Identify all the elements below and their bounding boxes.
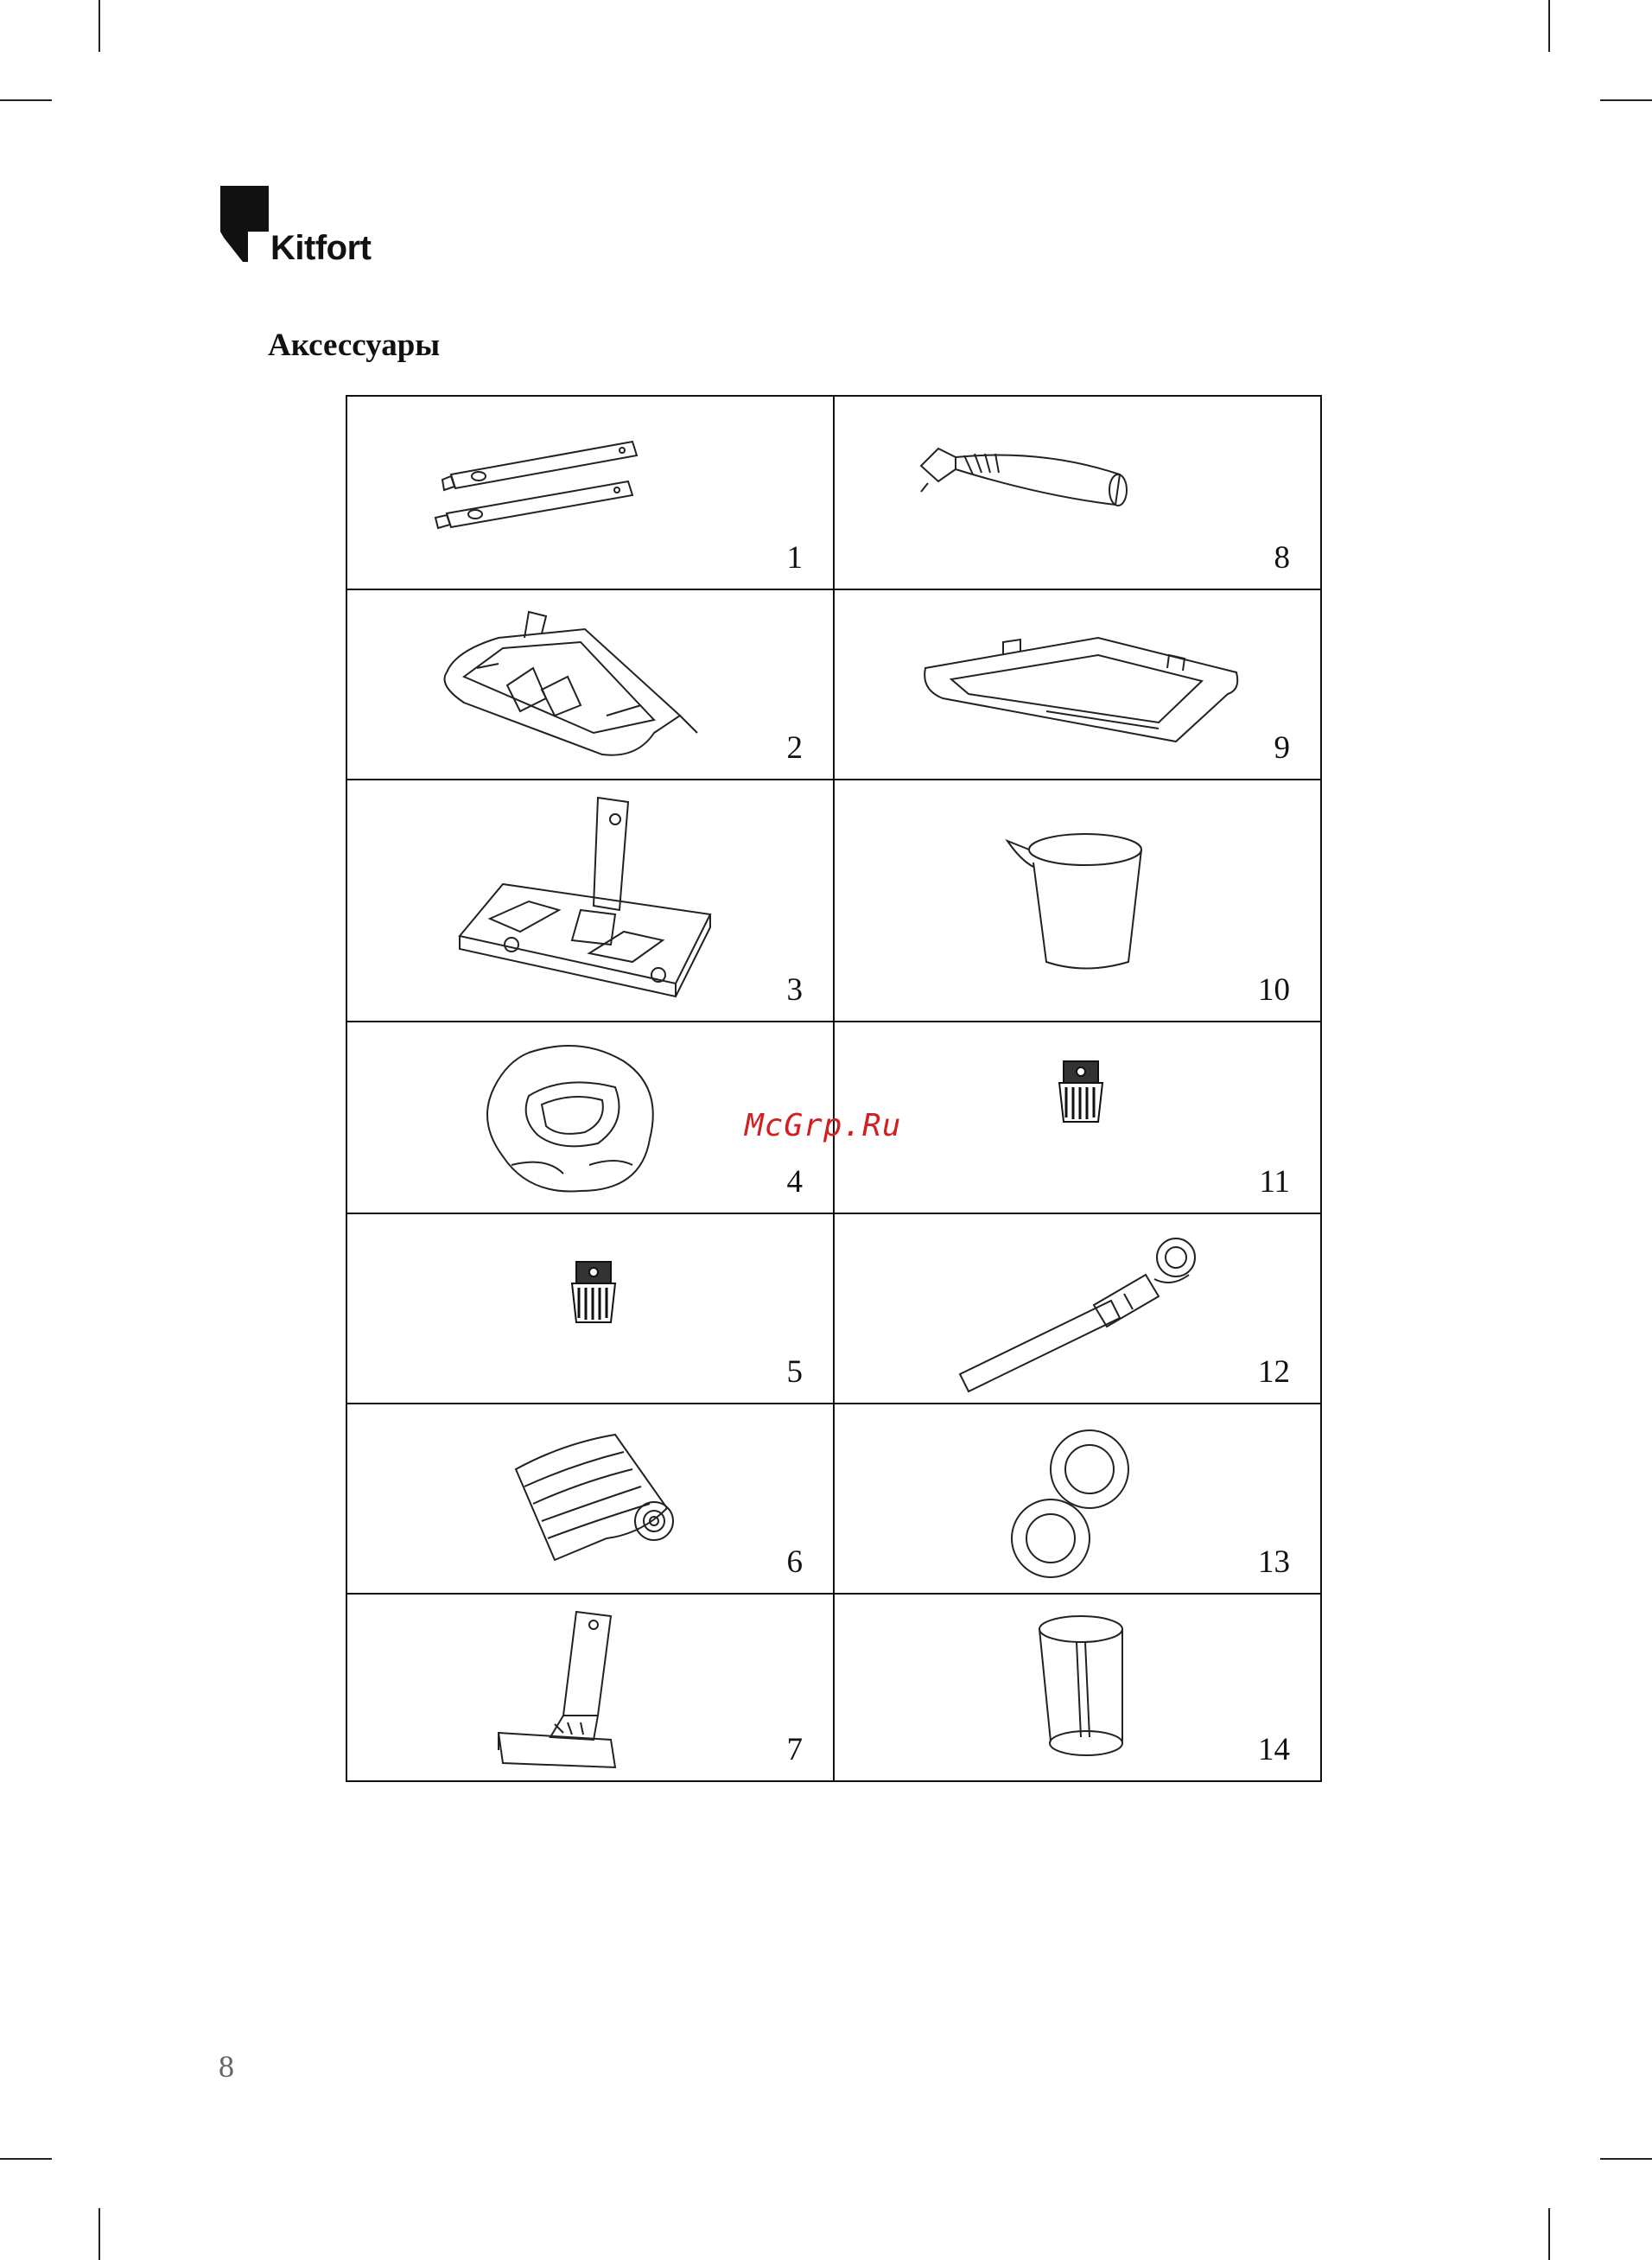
accessory-number: 14 — [1258, 1732, 1290, 1767]
accessory-number: 2 — [786, 730, 803, 766]
accessory-number: 5 — [786, 1354, 803, 1390]
window-nozzle-icon — [490, 1603, 645, 1776]
crop-mark — [98, 0, 100, 52]
accessory-number: 13 — [1258, 1544, 1290, 1580]
accessory-number: 1 — [786, 540, 803, 576]
accessory-cell-5 — [347, 1214, 835, 1403]
jet-nozzle-icon — [912, 431, 1137, 535]
frame-icon — [917, 621, 1245, 750]
accessory-number: 12 — [1258, 1354, 1290, 1390]
accessory-cell-7 — [347, 1595, 835, 1780]
accessory-cell-14 — [835, 1595, 1320, 1780]
crop-mark — [98, 2208, 100, 2260]
accessory-cell-12 — [835, 1214, 1320, 1403]
extension-tubes-icon — [425, 431, 684, 535]
accessory-number: 7 — [786, 1732, 803, 1767]
measuring-cup-icon — [999, 824, 1154, 979]
crop-mark — [1548, 2208, 1550, 2260]
accessory-cell-10 — [835, 780, 1320, 1021]
section-title: Аксессуары — [268, 328, 441, 363]
accessory-cell-9 — [835, 590, 1320, 779]
accessory-number: 9 — [1274, 730, 1290, 766]
table-row — [347, 1593, 1320, 1780]
accessory-number: 8 — [1274, 540, 1290, 576]
accessory-number: 4 — [786, 1164, 803, 1200]
crop-mark — [0, 99, 52, 101]
table-row — [347, 1403, 1320, 1593]
table-row — [347, 589, 1320, 779]
brand-name: Kitfort — [270, 229, 372, 267]
table-row — [347, 779, 1320, 1021]
crop-mark — [1600, 99, 1652, 101]
kitfort-logo-icon — [219, 184, 270, 266]
washers-icon — [1003, 1426, 1141, 1586]
round-brush-icon — [1051, 1057, 1111, 1135]
accessory-cell-6 — [347, 1404, 835, 1593]
round-brush-icon — [563, 1257, 624, 1335]
accessory-cell-8 — [835, 397, 1320, 589]
crop-mark — [1600, 2158, 1652, 2160]
sleeve-icon — [1020, 1612, 1141, 1767]
accessory-cell-2 — [347, 590, 835, 779]
crop-mark — [0, 2158, 52, 2160]
accessory-number: 10 — [1258, 972, 1290, 1008]
carpet-glider-icon — [429, 603, 732, 759]
microfiber-pad-icon — [511, 1430, 684, 1569]
accessory-cell-13 — [835, 1404, 1320, 1593]
floor-nozzle-icon — [451, 789, 736, 1005]
strap-icon — [956, 1232, 1206, 1396]
accessory-number: 6 — [786, 1544, 803, 1580]
accessory-number: 3 — [786, 972, 803, 1008]
watermark: McGrp.Ru — [745, 1108, 902, 1143]
accessories-table — [346, 395, 1322, 1782]
crop-mark — [1548, 0, 1550, 52]
table-row — [347, 397, 1320, 589]
accessory-cell-11 — [835, 1022, 1320, 1213]
cloth-cover-icon — [477, 1035, 667, 1200]
accessory-cell-3 — [347, 780, 835, 1021]
accessory-cell-1 — [347, 397, 835, 589]
table-row — [347, 1213, 1320, 1403]
page-number: 8 — [219, 2049, 234, 2084]
brand-logo — [219, 184, 391, 271]
accessory-number: 11 — [1259, 1164, 1290, 1200]
